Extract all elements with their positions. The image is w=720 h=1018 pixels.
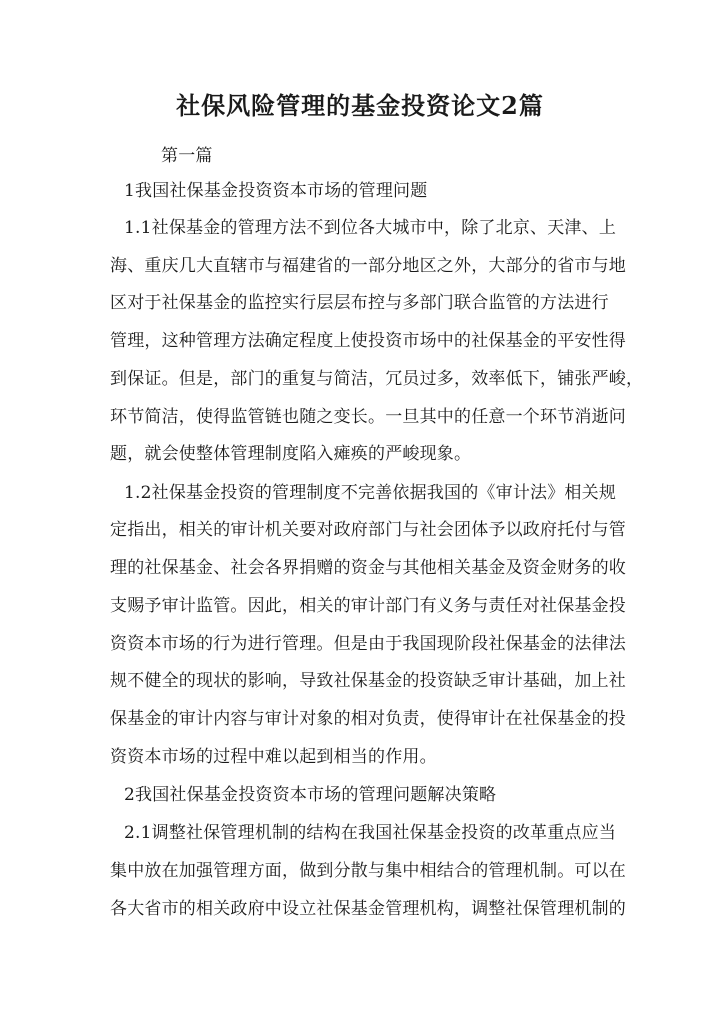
paragraph-line: 支赐予审计监管。因此，相关的审计部门有义务与责任对社保基金投 xyxy=(110,596,626,616)
paragraph-line: 区对于社保基金的监控实行层层布控与多部门联合监管的方法进行 xyxy=(110,293,609,313)
heading-1: 1我国社保基金投资资本市场的管理问题 xyxy=(124,181,428,201)
paragraph-line: 集中放在加强管理方面，做到分散与集中相结合的管理机制。可以在 xyxy=(110,861,626,881)
paragraph-line: 2.1调整社保管理机制的结构在我国社保基金投资的改革重点应当 xyxy=(124,823,617,843)
document-title: 社保风险管理的基金投资论文2篇 xyxy=(176,91,544,120)
paragraph-line: 到保证。但是，部门的重复与简洁，冗员过多，效率低下，铺张严峻， xyxy=(110,369,644,389)
paragraph-line: 理的社保基金、社会各界捐赠的资金与其他相关基金及资金财务的收 xyxy=(110,558,626,578)
paragraph-line: 1.2社保基金投资的管理制度不完善依据我国的《审计法》相关规 xyxy=(124,483,617,503)
paragraph-line: 题，就会使整体管理制度陷入瘫痪的严峻现象。 xyxy=(110,444,472,464)
paragraph-line: 1.1社保基金的管理方法不到位各大城市中，除了北京、天津、上 xyxy=(124,218,617,238)
section-label: 第一篇 xyxy=(161,146,213,166)
paragraph-line: 管理，这种管理方法确定程度上使投资市场中的社保基金的平安性得 xyxy=(110,331,626,351)
paragraph-line: 资资本市场的过程中难以起到相当的作用。 xyxy=(110,747,437,767)
paragraph-line: 海、重庆几大直辖市与福建省的一部分地区之外，大部分的省市与地 xyxy=(110,256,626,276)
paragraph-line: 定指出，相关的审计机关要对政府部门与社会团体予以政府托付与管 xyxy=(110,520,626,540)
paragraph-line: 保基金的审计内容与审计对象的相对负责，使得审计在社保基金的投 xyxy=(110,709,626,729)
heading-2: 2我国社保基金投资资本市场的管理问题解决策略 xyxy=(124,785,497,805)
paragraph-line: 环节简洁，使得监管链也随之变长。一旦其中的任意一个环节消逝问 xyxy=(110,407,626,427)
paragraph-line: 各大省市的相关政府中设立社保基金管理机构，调整社保管理机制的 xyxy=(110,899,626,919)
paragraph-line: 规不健全的现状的影响，导致社保基金的投资缺乏审计基础，加上社 xyxy=(110,671,626,691)
paragraph-line: 资资本市场的行为进行管理。但是由于我国现阶段社保基金的法律法 xyxy=(110,634,626,654)
